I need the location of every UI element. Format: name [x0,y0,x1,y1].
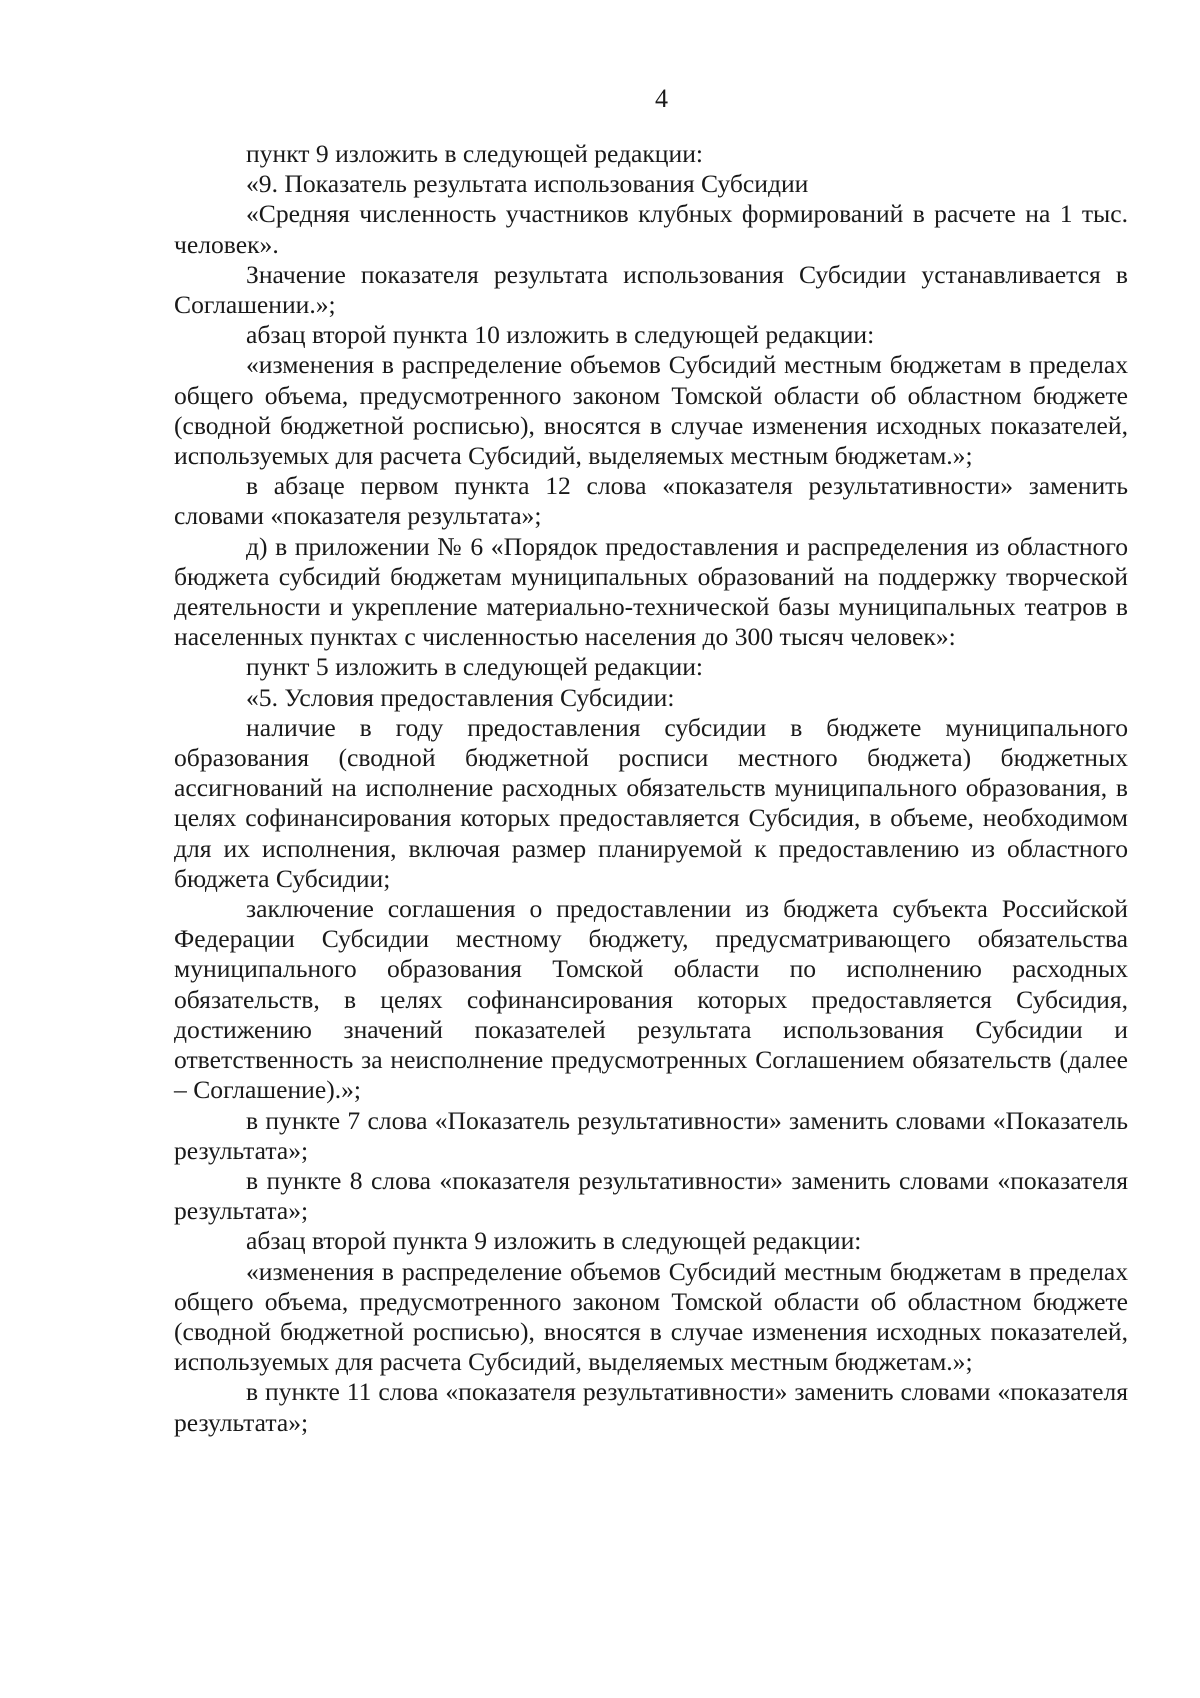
paragraph: «9. Показатель результата использования Субсидии [246,169,809,199]
paragraph: в пункте 11 слова «показателя результативности» заменить словами «показателя результата»; [174,1377,1128,1437]
paragraph: Значение показателя результата использования Субсидии устанавливается в Соглашении.»; [174,259,1128,320]
paragraph: «изменения в распределение объемов Субсидий местным бюджетам в пределах общего объема, предусмотренного законом Томской области об областном бюджете (сводной бюджетной росписью), вносятся в случае изменения исходных показателей, используемых для расчета Субсидий, выделяемых местным бюджетам.»; [174,1256,1128,1377]
paragraph: абзац второй пункта 10 изложить в следующей редакции: [246,320,875,350]
document-body [174,139,1128,1438]
paragraph: «5. Условия предоставления Субсидии: [246,682,675,712]
paragraph: абзац второй пункта 9 изложить в следующей редакции: [246,1226,862,1256]
paragraph: д) в приложении № 6 «Порядок предоставления и распределения из областного бюджета субсидий бюджетам муниципальных образований на поддержку творческой деятельности и укрепление материально-технической базы муниципальных театров в населенных пунктах с численностью населения до 300 тысяч человек»: [174,531,1128,652]
page-number: 4 [655,84,668,113]
paragraph: в абзаце первом пункта 12 слова «показателя результативности» заменить словами «показателя результата»; [174,471,1128,531]
paragraph: в пункте 8 слова «показателя результативности» заменить словами «показателя результата»; [174,1165,1128,1226]
paragraph: пункт 9 изложить в следующей редакции: [246,139,704,168]
paragraph: наличие в году предоставления субсидии в бюджете муниципального образования (сводной бюджетной росписи местного бюджета) бюджетных ассигнований на исполнение расходных обязательств муниципального образования, в целях софинансирования которых предоставляется Субсидия, в объеме, необходимом для их исполнения, включая размер планируемой к предоставлению из областного бюджета Субсидии; [174,712,1128,893]
paragraph: пункт 5 изложить в следующей редакции: [246,652,704,682]
paragraph: заключение соглашения о предоставлении из бюджета субъекта Российской Федерации Субсидии местному бюджету, предусматривающего обязательства муниципального образования Томской области по исполнению расходных обязательств, в целях софинансирования которых предоставляется Субсидия, достижению значений показателей результата использования Субсидии и ответственность за неисполнение предусмотренных Соглашением обязательств (далее – Соглашение).»; [174,894,1128,1105]
paragraph: «изменения в распределение объемов Субсидий местным бюджетам в пределах общего объема, предусмотренного законом Томской области об областном бюджете (сводной бюджетной росписью), вносятся в случае изменения исходных показателей, используемых для расчета Субсидий, выделяемых местным бюджетам.»; [174,350,1128,471]
paragraph: в пункте 7 слова «Показатель результативности» заменить словами «Показатель результата»; [174,1105,1128,1165]
paragraph: «Средняя численность участников клубных формирований в расчете на 1 тыс. человек». [174,199,1128,259]
